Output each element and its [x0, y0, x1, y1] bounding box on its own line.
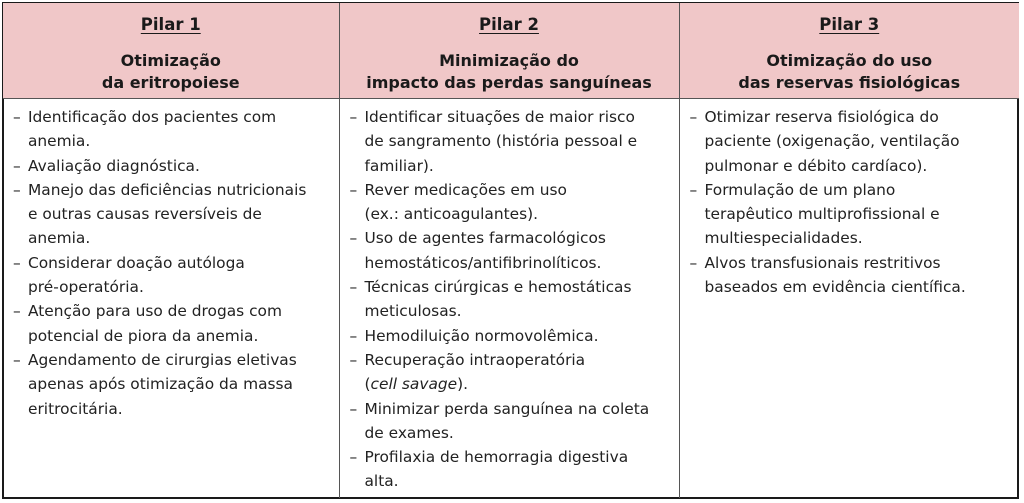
list-item: – Técnicas cirúrgicas e hemostáticas meticulosas.	[350, 275, 673, 324]
list-item: – Formulação de um plano terapêutico multiprofissional e multiespecialidades.	[690, 178, 1014, 251]
pilar-3-title	[680, 50, 1020, 94]
pilar-3-header	[679, 3, 1019, 99]
list-item: – Manejo das deficiências nutricionais e outras causas reversíveis de anemia.	[13, 178, 333, 251]
content-row	[3, 99, 1019, 499]
pilar-1-list	[13, 105, 333, 421]
list-item: – Otimizar reserva fisiológica do paciente (oxigenação, ventilação pulmonar e débito cardíaco).	[690, 105, 1014, 178]
list-item: – Hemodiluição normovolêmica.	[350, 324, 673, 348]
pilar-3-title-line2: das reservas fisiológicas	[738, 73, 961, 92]
pilar-1-title-line2: da eritropoiese	[101, 73, 240, 92]
list-item: – Uso de agentes farmacológicos hemostáticos/antifibrinolíticos.	[350, 226, 673, 275]
list-item: – Atenção para uso de drogas com potencial de piora da anemia.	[13, 299, 333, 348]
pilar-1-title	[3, 50, 339, 94]
list-item: – Identificação dos pacientes com anemia.	[13, 105, 333, 154]
list-item: – Minimizar perda sanguínea na coleta de exames.	[350, 397, 673, 446]
pilar-1-label: Pilar 1	[140, 15, 201, 34]
pilar-3-title-line1: Otimização do uso	[766, 51, 933, 70]
pilar-2-header	[339, 3, 679, 99]
pilar-2-list	[350, 105, 673, 494]
list-item: – Rever medicações em uso (ex.: anticoagulantes).	[350, 178, 673, 227]
list-item: – Recuperação intraoperatória (cell savage).	[350, 348, 673, 397]
pilar-1-title-line1: Otimização	[120, 51, 221, 70]
pilar-2-label: Pilar 2	[479, 15, 539, 34]
list-item: – Agendamento de cirurgias eletivas apenas após otimização da massa eritrocitária.	[13, 348, 333, 421]
pilar-2-title-line1: Minimização do	[439, 51, 579, 70]
pilar-3-content	[679, 99, 1019, 499]
list-item: – Considerar doação autóloga pré-operatória.	[13, 251, 333, 300]
pilar-3-label: Pilar 3	[819, 15, 880, 34]
pilar-2-content	[339, 99, 679, 499]
list-item: – Alvos transfusionais restritivos baseados em evidência científica.	[690, 251, 1014, 300]
list-item: – Avaliação diagnóstica.	[13, 154, 333, 178]
cell-savage-term: cell savage	[370, 375, 458, 394]
pilar-3-list	[690, 105, 1014, 299]
pilar-2-title-line2: impacto das perdas sanguíneas	[366, 73, 652, 92]
pilar-1-header	[3, 3, 339, 99]
pillars-table	[3, 3, 1019, 498]
pilar-2-title	[340, 50, 679, 94]
list-item: – Profilaxia de hemorragia digestiva alta.	[350, 445, 673, 494]
list-item: – Identificar situações de maior risco de sangramento (história pessoal e familiar).	[350, 105, 673, 178]
header-row	[3, 3, 1019, 99]
pilar-1-content	[3, 99, 339, 499]
